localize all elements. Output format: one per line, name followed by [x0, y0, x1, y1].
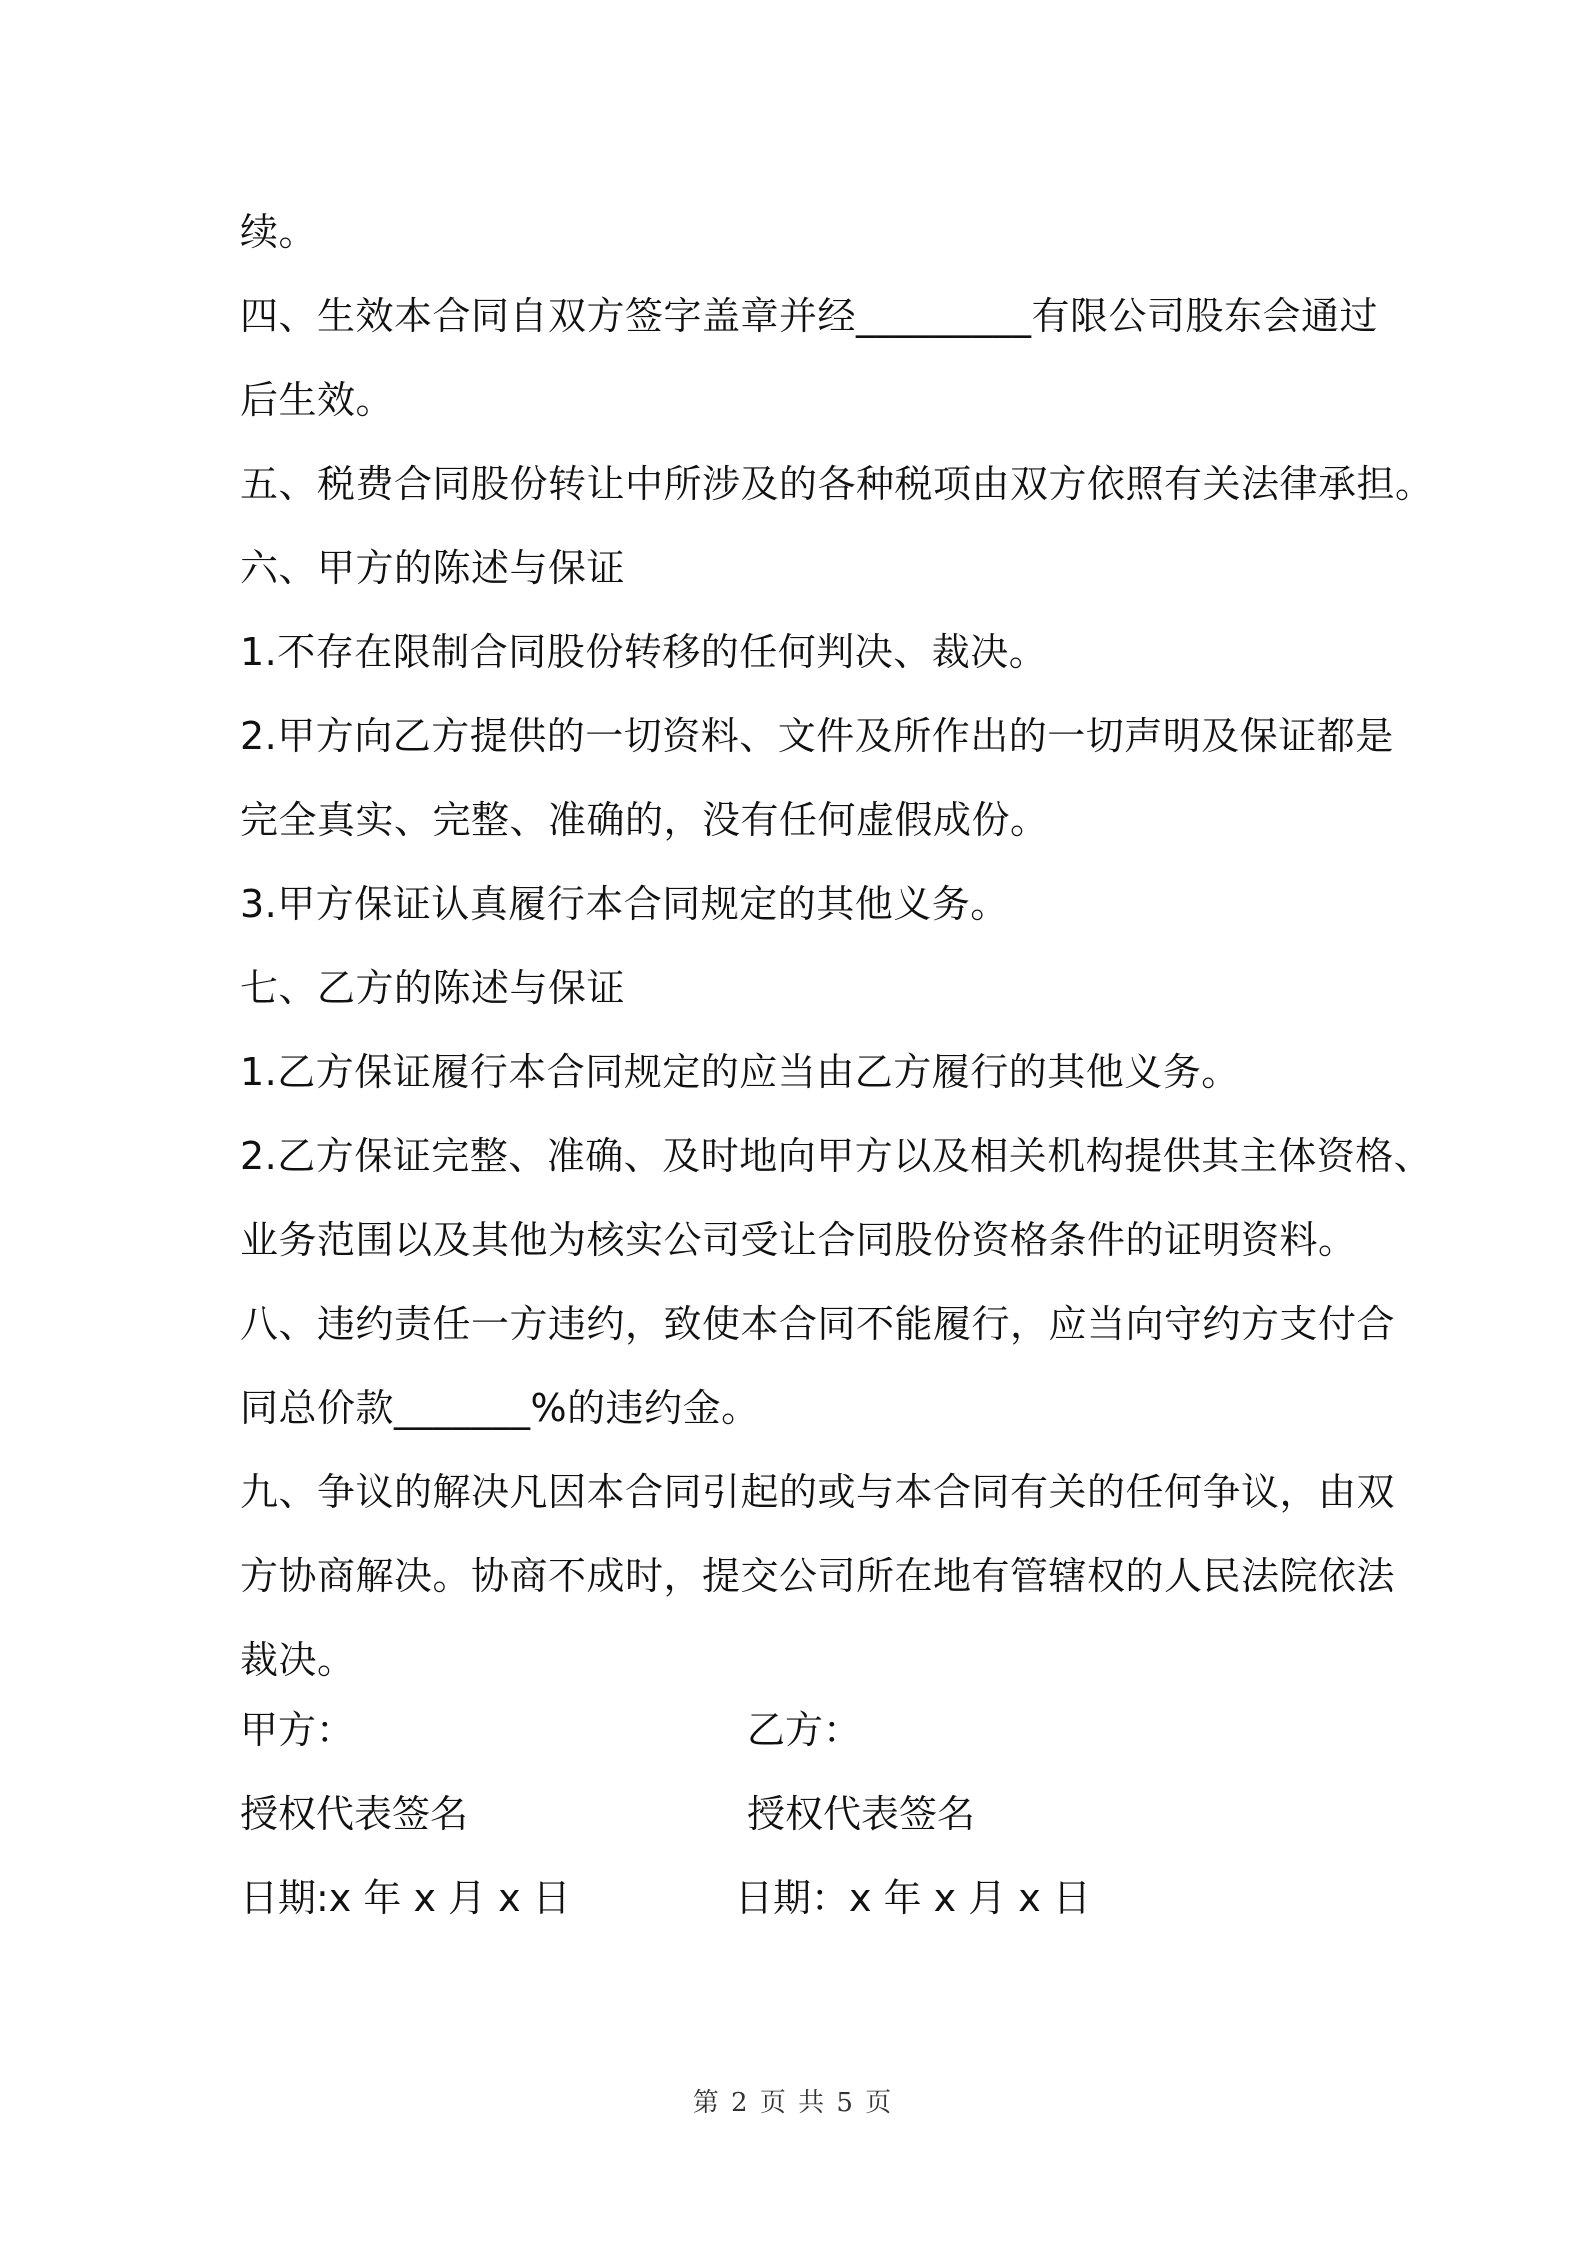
body-line: 同总价款_______%的违约金。 [240, 1386, 760, 1430]
party-b-date: 日期：x 年 x 月 x 日 [735, 1876, 1091, 1920]
clause-6-item-1: 1.不存在限制合同股份转移的任何判决、裁决。 [240, 630, 1048, 674]
clause-9-dispute: 九、争议的解决凡因本合同引起的或与本合同有关的任何争议，由双 [240, 1470, 1396, 1514]
clause-6-item-3: 3.甲方保证认真履行本合同规定的其他义务。 [240, 882, 1009, 926]
signature-block [240, 1688, 1380, 1940]
page-number: 第 2 页 共 5 页 [692, 2088, 894, 2118]
party-b-label: 乙方： [747, 1708, 862, 1752]
contract-body [240, 190, 1434, 1702]
clause-4-effect: 四、生效本合同自双方签字盖章并经_________有限公司股东会通过 [240, 294, 1379, 338]
clause-7-heading: 七、乙方的陈述与保证 [240, 966, 626, 1010]
signature-row [240, 1772, 1380, 1856]
clause-5-taxes: 五、税费合同股份转让中所涉及的各种税项由双方依照有关法律承担。 [240, 462, 1434, 506]
party-a-label: 甲方： [240, 1708, 355, 1752]
clause-8-liability: 八、违约责任一方违约，致使本合同不能履行，应当向守约方支付合 [240, 1302, 1396, 1346]
party-a-date: 日期:x 年 x 月 x 日 [240, 1876, 571, 1920]
body-line: 业务范围以及其他为核实公司受让合同股份资格条件的证明资料。 [240, 1218, 1357, 1262]
party-a-signature: 授权代表签名 [240, 1792, 469, 1836]
clause-7-item-2: 2.乙方保证完整、准确、及时地向甲方以及相关机构提供其主体资格、 [240, 1134, 1433, 1178]
party-b-signature: 授权代表签名 [747, 1792, 976, 1836]
clause-7-item-1: 1.乙方保证履行本合同规定的应当由乙方履行的其他义务。 [240, 1050, 1240, 1094]
body-line: 续。 [240, 210, 318, 254]
body-line: 方协商解决。协商不成时，提交公司所在地有管辖权的人民法院依法 [240, 1554, 1396, 1598]
clause-6-item-2: 2.甲方向乙方提供的一切资料、文件及所作出的一切声明及保证都是 [240, 714, 1394, 758]
body-line: 完全真实、完整、准确的，没有任何虚假成份。 [240, 798, 1049, 842]
body-line: 裁决。 [240, 1638, 356, 1682]
party-row [240, 1688, 1380, 1772]
date-row [240, 1856, 1380, 1940]
body-line: 后生效。 [240, 378, 395, 422]
clause-6-heading: 六、甲方的陈述与保证 [240, 546, 626, 590]
